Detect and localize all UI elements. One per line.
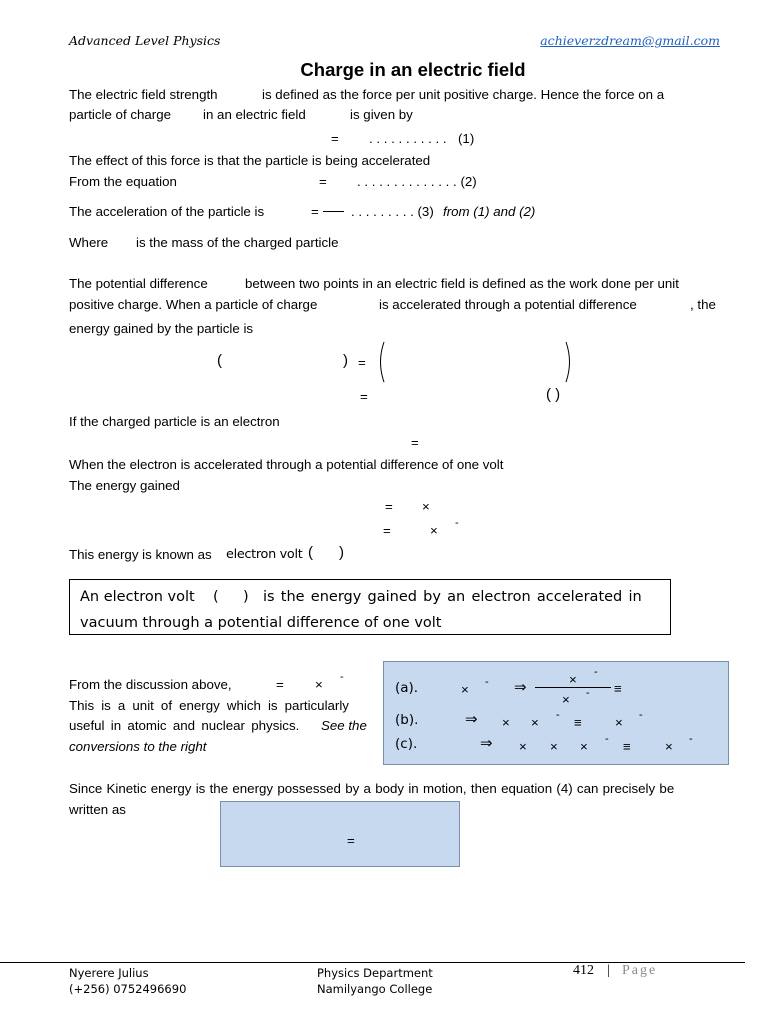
eq1-equals: = (331, 131, 339, 146)
conversion-b-times-3: × (615, 715, 623, 730)
gain2-minus: - (455, 517, 459, 529)
conversion-a-minus: - (485, 676, 489, 688)
electron-equals: = (411, 435, 419, 450)
line-known-as: This energy is known as (69, 547, 212, 562)
definition-open-paren: ( (213, 589, 219, 605)
line-electron: If the charged particle is an electron (69, 414, 280, 429)
para2-e: , the (690, 297, 716, 312)
para1-text-c: particle of charge (69, 107, 171, 122)
accel-dots: . . . . . . . . . (3) (351, 204, 434, 219)
footer-department: Physics Department (317, 966, 433, 980)
kinetic-equals: = (347, 833, 355, 848)
footer-page-separator: | (607, 963, 610, 978)
conversion-c-implies: ⇒ (480, 735, 493, 752)
discussion-line1: From the discussion above, (69, 677, 232, 692)
conversion-a-den-times: × (562, 692, 570, 707)
conversion-a-fraction-bar (535, 687, 611, 688)
para1-text-b: is defined as the force per unit positive charge. Hence the force on a (262, 87, 665, 102)
page-title: Charge in an electric field (300, 59, 526, 80)
energy-large-brackets (374, 340, 576, 384)
para1-text-d: in an electric field (203, 107, 306, 122)
conversion-c-times-2: × (550, 739, 558, 754)
gain1-times: × (422, 499, 430, 514)
conversion-c-times-3: × (580, 739, 588, 754)
where-label: Where (69, 235, 109, 250)
conversion-c-minus-2: - (689, 733, 693, 745)
kinetic-line1: Since Kinetic energy is the energy possessed by a body in motion, then equation (4) can precisely be (69, 781, 675, 796)
header-email-link[interactable]: achieverzdream@gmail.com (540, 33, 720, 48)
definition-line1-b: is the energy gained by an electron accelerated in (263, 589, 642, 605)
definition-line2: vacuum through a potential difference of one volt (80, 615, 442, 631)
footer-page-word: Page (622, 963, 658, 978)
line-from-equation: From the equation (69, 174, 177, 189)
conversion-b-minus-1: - (556, 709, 560, 721)
conversion-b-label: (b). (395, 712, 419, 728)
line-acceleration: The acceleration of the particle is (69, 204, 265, 219)
conversion-a-num-minus: - (594, 666, 598, 678)
para1-text-a: The electric field strength (69, 87, 218, 102)
definition-line1-a: An electron volt (80, 589, 195, 605)
para2-a: The potential difference (69, 276, 208, 291)
conversion-c-times-1: × (519, 739, 527, 754)
conversion-a-implies: ⇒ (514, 679, 527, 696)
gain1-equals: = (385, 499, 393, 514)
conversion-a-num-times: × (569, 672, 577, 687)
known-open-paren: ( (308, 544, 313, 561)
line-one-volt: When the electron is accelerated through a potential difference of one volt (69, 457, 504, 472)
discussion-times: × (315, 677, 323, 692)
eq2-equals: = (319, 174, 327, 189)
accel-fraction-bar (323, 211, 344, 212)
energy-equals-2: = (360, 389, 368, 404)
conversions-box (383, 661, 729, 765)
conversion-b-equiv: ≡ (574, 715, 582, 730)
energy-equals: = (358, 355, 366, 370)
conversion-a-equiv: ≡ (614, 681, 622, 696)
definition-close-paren: ) (243, 589, 249, 605)
conversion-c-minus-1: - (605, 733, 609, 745)
gain2-equals: = (383, 523, 391, 538)
footer-page-number: 412 (573, 963, 594, 978)
kinetic-line2: written as (69, 802, 126, 817)
para2-c: positive charge. When a particle of charge (69, 297, 318, 312)
definition-box (69, 579, 671, 635)
para1-text-e: is given by (350, 107, 413, 122)
discussion-line3-a: useful in atomic and nuclear physics. (69, 718, 300, 733)
para2-b: between two points in an electric field is defined as the work done per unit (245, 276, 679, 291)
gain2-times: × (430, 523, 438, 538)
energy-paren-pair: ( ) (546, 386, 561, 403)
accel-note: from (1) and (2) (443, 204, 536, 219)
header-subject: Advanced Level Physics (69, 33, 221, 48)
conversion-c-times-4: × (665, 739, 673, 754)
eq2-dots: . . . . . . . . . . . . . . (2) (357, 174, 477, 189)
energy-open-paren: ( (217, 352, 222, 369)
conversion-c-label: (c). (395, 736, 418, 752)
conversion-b-times-2: × (531, 715, 539, 730)
discussion-line2: This is a unit of energy which is particularly (69, 698, 349, 713)
conversion-a-times: × (461, 682, 469, 697)
discussion-minus: - (340, 671, 344, 683)
line-effect: The effect of this force is that the particle is being accelerated (69, 153, 431, 168)
eq1-dots: . . . . . . . . . . . (369, 131, 447, 146)
energy-close-paren: ) (343, 352, 348, 369)
where-text: is the mass of the charged particle (136, 235, 339, 250)
accel-equals: = (311, 204, 319, 219)
para2-f: energy gained by the particle is (69, 321, 254, 336)
conversion-b-implies: ⇒ (465, 711, 478, 728)
electron-volt-bold: electron volt (226, 547, 303, 562)
line-energy-gained: The energy gained (69, 478, 180, 493)
known-close-paren: ) (339, 544, 344, 561)
conversion-c-equiv: ≡ (623, 739, 631, 754)
kinetic-energy-box (220, 801, 460, 867)
footer-phone: (+256) 0752496690 (69, 982, 187, 996)
discussion-line4: conversions to the right (69, 739, 207, 754)
conversion-b-minus-2: - (639, 709, 643, 721)
discussion-equals: = (276, 677, 284, 692)
discussion-line3-b: See the (321, 718, 367, 733)
footer-college: Namilyango College (317, 982, 433, 996)
conversion-a-den-minus: - (586, 687, 590, 699)
conversion-b-times-1: × (502, 715, 510, 730)
para2-d: is accelerated through a potential difference (379, 297, 637, 312)
footer-name: Nyerere Julius (69, 966, 149, 980)
conversion-a-label: (a). (395, 680, 419, 696)
eq1-number: (1) (458, 131, 475, 146)
